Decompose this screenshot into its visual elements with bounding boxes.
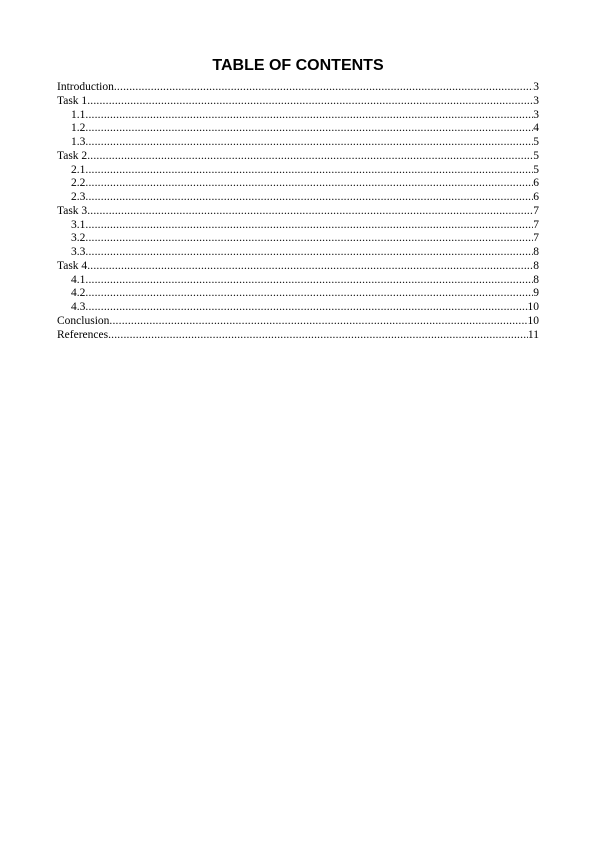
toc-entry-3-1[interactable]	[57, 219, 539, 233]
toc-entry-label: 2.1	[71, 163, 86, 176]
toc-entry-label: Conclusion	[57, 314, 110, 327]
toc-entry-page-number: 8	[533, 246, 539, 258]
toc-entry-label: 1.3	[71, 136, 86, 148]
toc-entry-page-number: 7	[533, 218, 539, 231]
toc-entry-label: Task 1	[57, 94, 88, 107]
toc-dot-leader	[87, 260, 533, 274]
toc-entry-label: 2.2	[71, 177, 86, 190]
toc-entry-page-number: 3	[533, 94, 539, 107]
toc-entry-page-number: 9	[533, 287, 539, 300]
toc-entry-page-number: 4	[533, 122, 539, 135]
toc-entry-1-3[interactable]	[57, 136, 539, 150]
toc-dot-leader	[85, 287, 533, 301]
toc-entry-2-3[interactable]	[57, 191, 539, 205]
toc-dot-leader	[114, 81, 533, 95]
toc-entry-page-number: 8	[533, 259, 539, 272]
toc-dot-leader	[85, 191, 533, 205]
toc-dot-leader	[87, 95, 533, 109]
toc-entry-page-number: 5	[533, 163, 539, 176]
toc-entry-label: 4.2	[71, 287, 86, 300]
toc-entry-4-3[interactable]	[57, 301, 539, 315]
toc-dot-leader	[85, 246, 533, 260]
toc-dot-leader	[109, 315, 527, 329]
toc-dot-leader	[85, 109, 533, 123]
toc-entry-page-number: 6	[533, 191, 539, 203]
toc-entry-label: Task 2	[57, 149, 88, 162]
toc-entry-label: References	[57, 328, 109, 341]
toc-entry-1-1[interactable]	[57, 109, 539, 123]
toc-entry-page-number: 6	[533, 177, 539, 190]
toc-entry-conclusion[interactable]	[57, 315, 539, 329]
toc-entry-page-number: 3	[533, 81, 539, 93]
toc-entry-label: Introduction	[57, 81, 114, 93]
toc-entry-introduction[interactable]	[57, 81, 539, 95]
toc-dot-leader	[85, 164, 533, 178]
toc-entry-page-number: 7	[533, 232, 539, 245]
toc-entry-task-4[interactable]	[57, 260, 539, 274]
toc-entry-3-2[interactable]	[57, 232, 539, 246]
toc-dot-leader	[87, 150, 533, 164]
toc-dot-leader	[85, 122, 533, 136]
toc-entry-label: 4.1	[71, 273, 86, 286]
toc-entry-1-2[interactable]	[57, 122, 539, 136]
toc-entry-references[interactable]	[57, 329, 539, 343]
toc-entry-label: 1.2	[71, 122, 86, 135]
toc-dot-leader	[87, 205, 533, 219]
toc-entry-page-number: 5	[533, 136, 539, 148]
toc-entry-label: 3.2	[71, 232, 86, 245]
toc-entry-2-1[interactable]	[57, 164, 539, 178]
toc-entry-label: Task 4	[57, 259, 88, 272]
toc-entry-label: 3.3	[71, 246, 86, 258]
toc-dot-leader	[108, 329, 528, 343]
toc-entry-page-number: 10	[527, 314, 539, 327]
toc-entry-label: 4.3	[71, 301, 86, 313]
toc-dot-leader	[85, 219, 533, 233]
toc-entry-4-2[interactable]	[57, 287, 539, 301]
toc-dot-leader	[85, 177, 533, 191]
toc-entry-label: 1.1	[71, 108, 86, 121]
toc-entry-page-number: 7	[533, 204, 539, 217]
toc-dot-leader	[85, 136, 533, 150]
toc-entry-task-3[interactable]	[57, 205, 539, 219]
toc-entry-page-number: 3	[533, 108, 539, 121]
toc-title: TABLE OF CONTENTS	[212, 57, 384, 74]
toc-entry-label: 3.1	[71, 218, 86, 231]
toc-dot-leader	[85, 232, 533, 246]
toc-list	[57, 81, 539, 342]
toc-entry-label: 2.3	[71, 191, 86, 203]
toc-entry-2-2[interactable]	[57, 177, 539, 191]
toc-entry-page-number: 11	[527, 328, 539, 341]
toc-entry-page-number: 8	[533, 273, 539, 286]
toc-entry-3-3[interactable]	[57, 246, 539, 260]
toc-entry-label: Task 3	[57, 204, 88, 217]
toc-entry-task-2[interactable]	[57, 150, 539, 164]
toc-dot-leader	[85, 274, 533, 288]
toc-entry-page-number: 10	[527, 301, 539, 313]
toc-entry-page-number: 5	[533, 149, 539, 162]
toc-entry-task-1[interactable]	[57, 95, 539, 109]
toc-entry-4-1[interactable]	[57, 274, 539, 288]
toc-dot-leader	[85, 301, 527, 315]
